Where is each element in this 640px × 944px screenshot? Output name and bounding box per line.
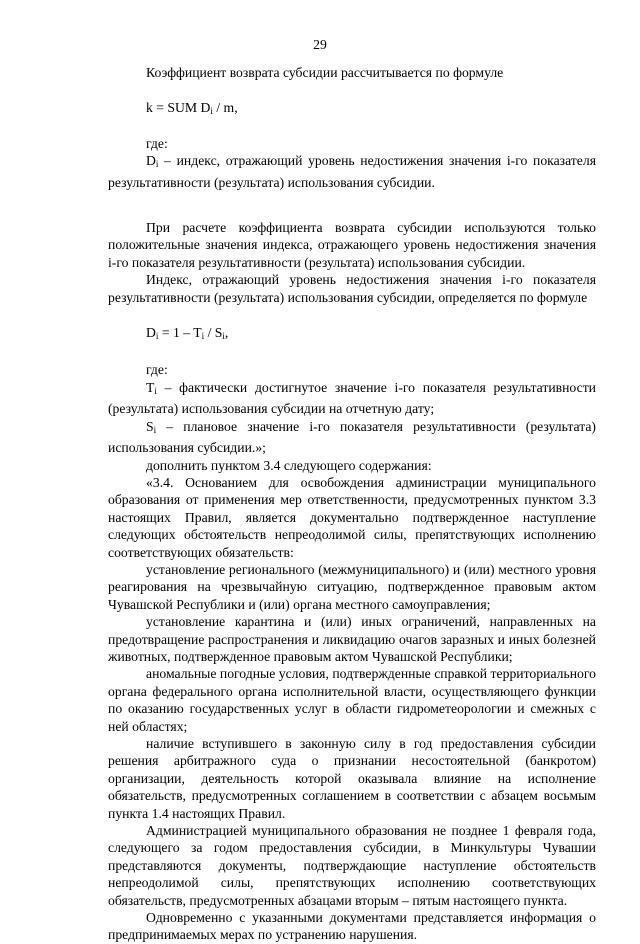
para-info: Одновременно с указанными документами представляется информация о предпринимаемых мерах по устранению нарушения. [108,910,596,943]
para-quarantine: установление карантина и (или) иных ограничений, направленных на предотвращение распространения и ликвидацию очагов заразных и иных болезней животных, подтвержденное правовым актом Чувашской Республики; [108,614,596,664]
formula-d: $D_i = 1 - T_i / S_i$, [146,325,229,342]
para-admin-deadline: Администрацией муниципального образования не позднее 1 февраля года, следующего за годом предоставления субсидии, в Минкультуры Чувашии представляются документы, подтверждающие наступление обстоятельств непреодолимой силы, препятствующих исполнению соответствующих обязательств, предусмотренных абзацами вторым – пятым настоящего пункта. [108,823,596,908]
where-label-2: где: [146,362,168,378]
definition-si: $S_i$ – плановое значение i-го показателя результативности (результата) использования субсидии.»; [108,418,596,456]
para-court: наличие вступившего в законную силу в год предоставления субсидии решения арбитражного суда о признании несостоятельной (банкротом) организации, деятельность которой оказывала влияние на исполнение обязательств, предусмотренных соглашением в соответствии с абзацем восьмым пункта 1.4 настоящих Правил. [108,736,596,821]
definition-ti: $T_i$ – фактически достигнутое значение i-го показателя результативности (результата) использования субсидии на отчетную дату; [108,379,596,417]
formula-k: k = SUM $D_i$ / m, [146,100,238,117]
where-label-1: где: [146,135,168,151]
para-weather: аномальные погодные условия, подтвержденные справкой территориального органа федерального органа исполнительной власти, осуществляющего функции по оказанию государственных услуг в области гидрометеорологии и смежных с ней областях; [108,666,596,734]
para-emergency: установление регионального (межмуниципального) и (или) местного уровня реагирования на чрезвычайную ситуацию, подтвержденное правовым актом Чувашской Республики и (или) органа местного самоуправления; [108,561,596,612]
para-clause-3-4: «3.4. Основанием для освобождения администрации муниципального образования от применения мер ответственности, предусмотренных пунктом 3.3 настоящих Правил, является документально подтвержденное наступление следующих обстоятельств непреодолимой силы, препятствующих исполнению соответствующих обязательств: [108,474,596,560]
para-add-clause: дополнить пунктом 3.4 следующего содержания: [146,457,432,473]
para-intro: Коэффициент возврата субсидии рассчитывается по формуле [146,65,504,80]
page-number: 29 [313,37,327,52]
definition-di: $D_i$ – индекс, отражающий уровень недостижения значения i-го показателя результативности (результата) использования субсидии. [108,153,596,190]
para-index-definition: Индекс, отражающий уровень недостижения значения i-го показателя результативности (результата) использования субсидии, определяется по формуле [108,272,596,305]
document-body [108,64,596,944]
para-positive-values: При расчете коэффициента возврата субсидии используются только положительные значения индекса, отражающего уровень недостижения значения i-го показателя результативности (результата) использования субсидии. [108,220,596,270]
